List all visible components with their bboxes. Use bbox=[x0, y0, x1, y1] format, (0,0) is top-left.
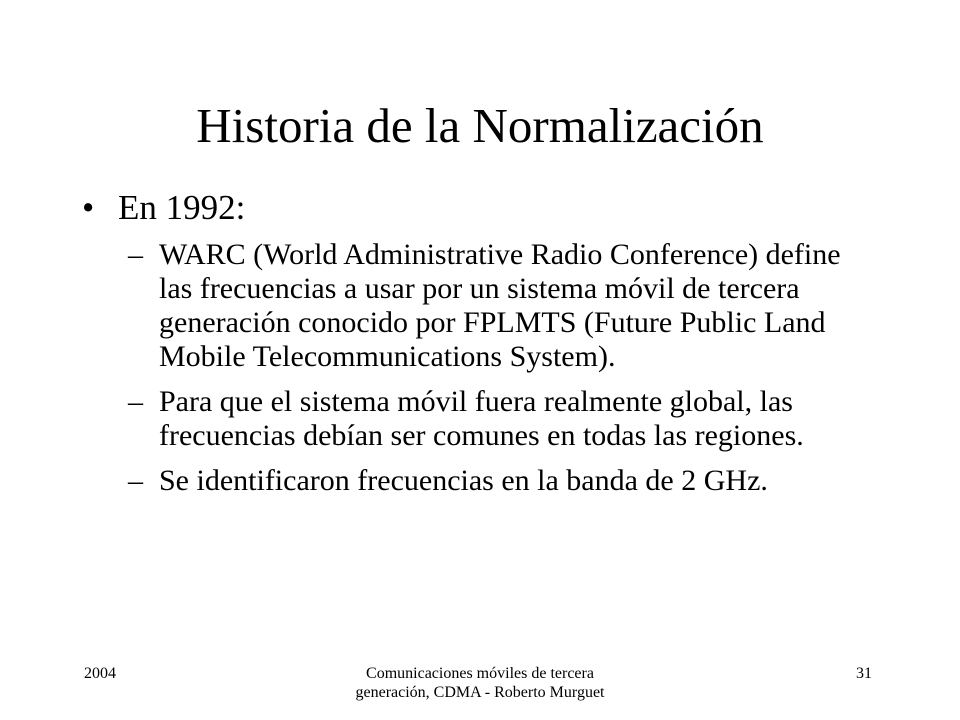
sub-bullet-text: Se identificaron frecuencias en la banda de 2 GHz. bbox=[159, 464, 768, 497]
footer-year: 2004 bbox=[84, 665, 116, 682]
sub-bullet-text: Para que el sistema móvil fuera realmente global, las frecuencias debían ser comunes en todas las regiones. bbox=[159, 385, 804, 452]
footer-course-title: Comunicaciones móviles de tercera generación, CDMA - Roberto Murguet bbox=[355, 665, 605, 701]
dash-marker: – bbox=[128, 238, 143, 271]
bullet-item bbox=[82, 186, 245, 230]
slide-title: Historia de la Normalización bbox=[196, 98, 764, 153]
bullet-text: En 1992: bbox=[118, 188, 246, 227]
dash-marker: – bbox=[128, 464, 143, 497]
bullet-marker: • bbox=[82, 188, 95, 227]
sub-bullet-item bbox=[128, 238, 848, 374]
sub-bullet-list bbox=[128, 238, 848, 509]
sub-bullet-item bbox=[128, 464, 848, 498]
footer-page-number: 31 bbox=[856, 665, 872, 682]
dash-marker: – bbox=[128, 385, 143, 418]
sub-bullet-text: WARC (World Administrative Radio Conference) define las frecuencias a usar por un sistema móvil de tercera generación conocido por FPLMTS (Future Public Land Mobile Telecommunications System). bbox=[159, 238, 841, 373]
sub-bullet-item bbox=[128, 385, 848, 453]
